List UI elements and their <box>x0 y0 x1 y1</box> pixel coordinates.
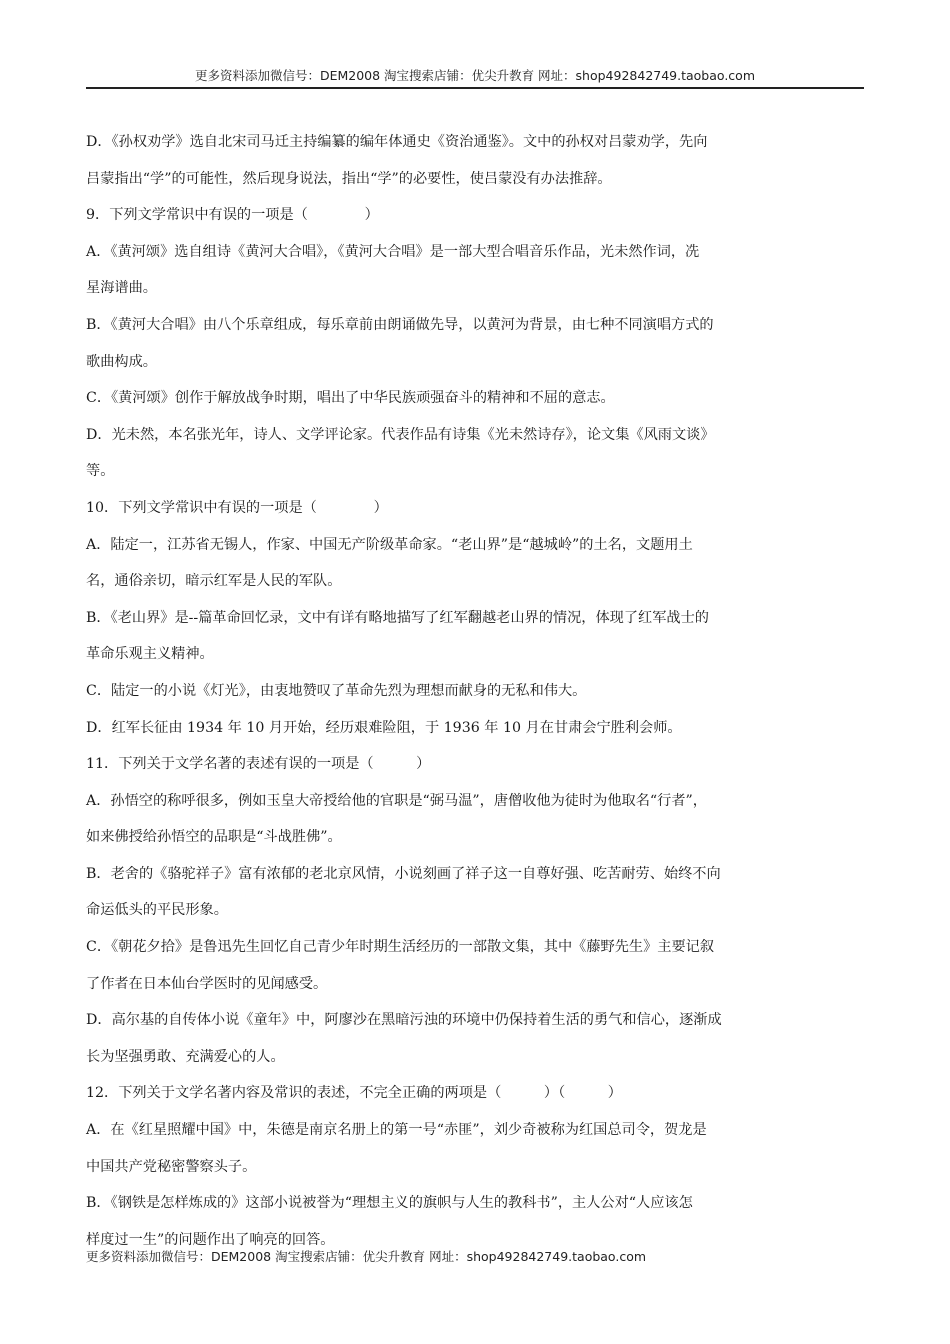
text-line: D．《孙权劝学》选自北宋司马迁主持编纂的编年体通史《资治通鉴》。文中的孙权对吕蒙劝学，先向 <box>86 134 708 150</box>
text-line: A．《黄河颂》选自组诗《黄河大合唱》，《黄河大合唱》是一部大型合唱音乐作品，光未然作词，冼 <box>86 243 700 260</box>
text-line: C．陆定一的小说《灯光》，由衷地赞叹了革命先烈为理想而献身的无私和伟大。 <box>86 682 587 699</box>
text-line: 命运低头的平民形象。 <box>86 902 228 919</box>
question-10-stem: 10．下列文学常识中有误的一项是（ ） <box>86 499 388 516</box>
text-line: B．老舍的《骆驼祥子》富有浓郁的老北京风情，小说刻画了祥子这一自尊好强、吃苦耐劳、始终不向 <box>86 865 721 882</box>
text-line: 星海谱曲。 <box>86 280 157 297</box>
page-footer: 更多资料添加微信号：DEM2008 淘宝搜索店铺：优尖升教育 网址：shop492842749.taobao.com <box>86 1249 647 1264</box>
text-line: 了作者在日本仙台学医时的见闻感受。 <box>86 975 328 992</box>
text-line: 长为坚强勇敢、充满爱心的人。 <box>86 1048 285 1065</box>
text-line: 名，通俗亲切，暗示红军是人民的军队。 <box>86 573 342 590</box>
text-line: 中国共产党秘密警察头子。 <box>86 1158 257 1175</box>
text-line: 歌曲构成。 <box>86 353 157 370</box>
text-line: D．红军长征由 1934 年 10 月开始，经历艰难险阻，于 1936 年 10 月在甘肃会宁胜利会师。 <box>86 719 682 736</box>
text-line: D．高尔基的自传体小说《童年》中，阿廖沙在黑暗污浊的环境中仍保持着生活的勇气和信心，逐渐成 <box>86 1012 722 1029</box>
text-line: 革命乐观主义精神。 <box>86 646 214 663</box>
page-header: 更多资料添加微信号：DEM2008 淘宝搜索店铺：优尖升教育 网址：shop492842749.taobao.com <box>194 68 756 83</box>
text-line: C．《黄河颂》创作于解放战争时期，唱出了中华民族顽强奋斗的精神和不屈的意志。 <box>86 390 615 407</box>
text-line: A．陆定一，江苏省无锡人，作家、中国无产阶级革命家。“老山界”是“越城岭”的土名，文题用土 <box>86 536 693 553</box>
text-line: B．《钢铁是怎样炼成的》这部小说被誉为“理想主义的旗帜与人生的教科书”，主人公对“人应该怎 <box>86 1195 693 1212</box>
text-line: C．《朝花夕拾》是鲁迅先生回忆自己青少年时期生活经历的一部散文集，其中《藤野先生》主要记叙 <box>86 939 715 956</box>
question-9-stem: 9．下列文学常识中有误的一项是（ ） <box>86 207 379 224</box>
text-line: 如来佛授给孙悟空的品职是“斗战胜佛”。 <box>86 829 342 846</box>
header-divider <box>86 87 864 89</box>
text-line: B．《黄河大合唱》由八个乐章组成，每乐章前由朗诵做先导，以黄河为背景，由七种不同演唱方式的 <box>86 316 714 333</box>
text-line: B．《老山界》是--篇革命回忆录，文中有详有略地描写了红军翻越老山界的情况，体现了红军战士的 <box>86 609 709 626</box>
text-line: A．孙悟空的称呼很多，例如玉皇大帝授给他的官职是“弼马温”，唐僧收他为徒时为他取名“行者”， <box>86 792 707 809</box>
text-line: D．光未然，本名张光年，诗人、文学评论家。代表作品有诗集《光未然诗存》，论文集《风雨文谈》 <box>86 426 715 443</box>
text-line: 样度过一生”的问题作出了响亮的回答。 <box>86 1231 335 1248</box>
question-12-stem: 12．下列关于文学名著内容及常识的表述，不完全正确的两项是（ ）（ ） <box>86 1085 622 1102</box>
text-line: 吕蒙指出“学”的可能性，然后现身说法，指出“学”的必要性，使吕蒙没有办法推辞。 <box>86 170 612 187</box>
document-body <box>86 124 866 1258</box>
question-11-stem: 11．下列关于文学名著的表述有误的一项是（ ） <box>86 756 431 773</box>
text-line: 等。 <box>86 463 115 480</box>
text-line: A．在《红星照耀中国》中，朱德是南京名册上的第一号“赤匪”，刘少奇被称为红国总司令，贺龙是 <box>86 1122 707 1139</box>
